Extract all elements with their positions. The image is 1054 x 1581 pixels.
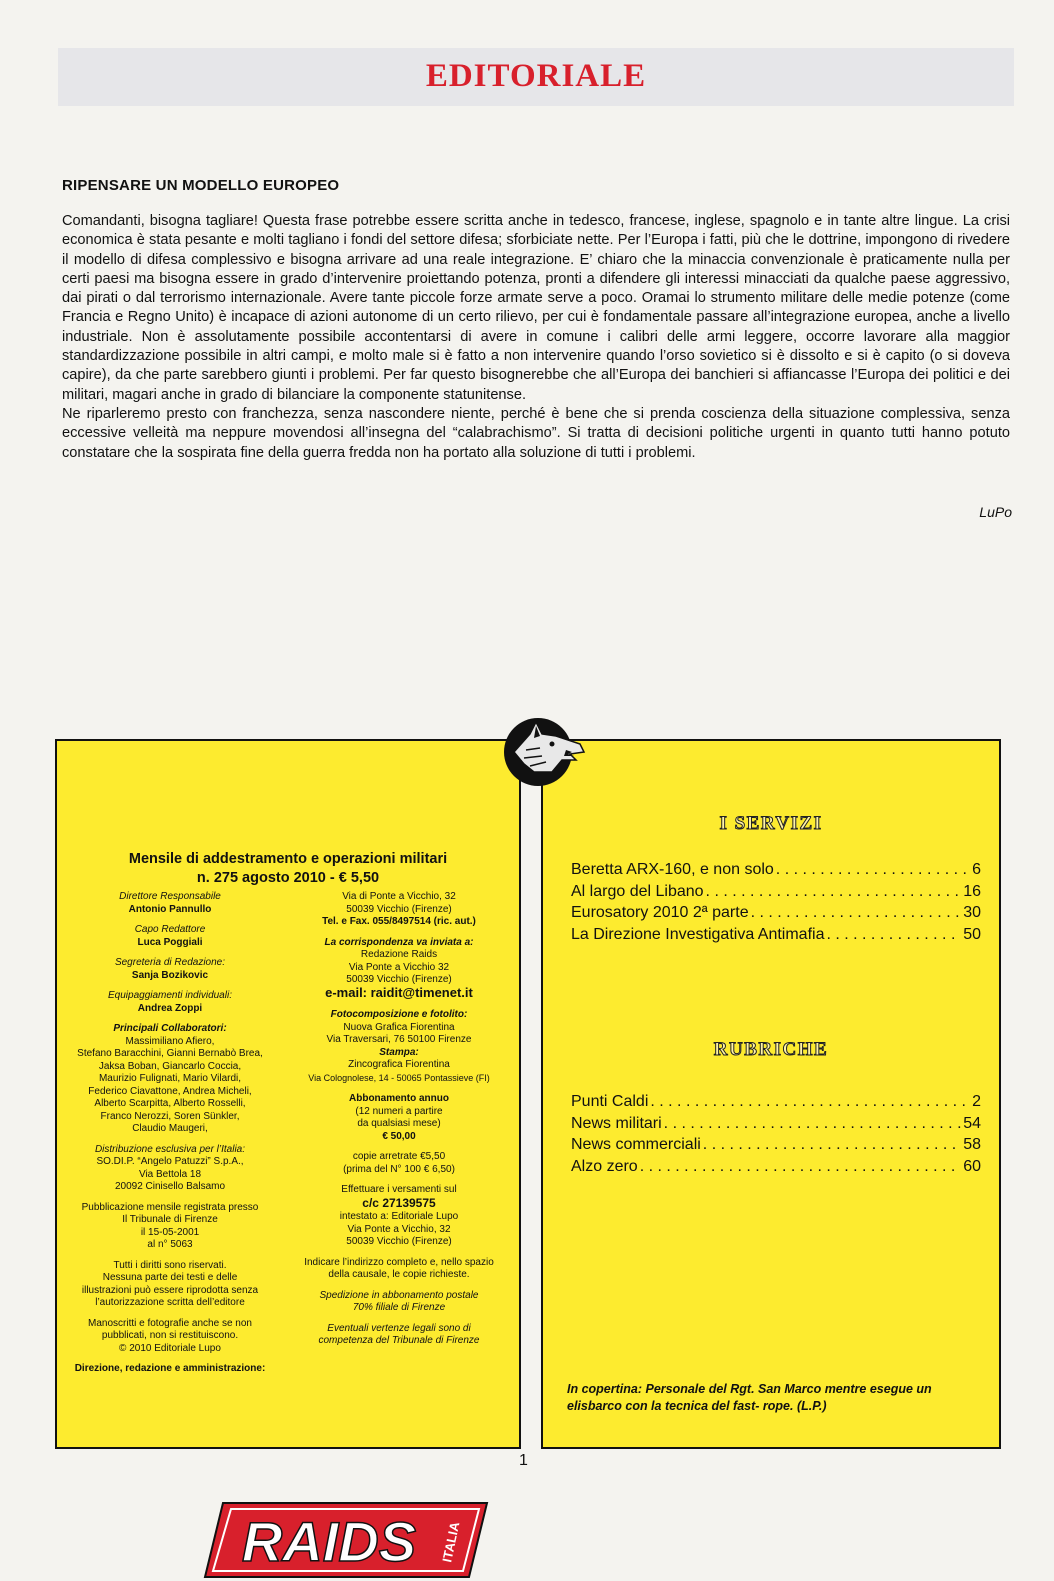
- article-author: LuPo: [979, 504, 1012, 520]
- toc-item[interactable]: La Direzione Investigativa Antimafia . . . 50: [571, 924, 981, 946]
- toc-item[interactable]: Eurosatory 2010 2ª parte . . . 30: [571, 902, 981, 924]
- toc-item[interactable]: Al largo del Libano . . . 16: [571, 881, 981, 903]
- rubriche-list: [571, 1091, 981, 1177]
- article-paragraph: Comandanti, bisogna tagliare! Questa frase potrebbe essere scritta anche in tedesco, francese, inglese, spagnolo e in tante altre lingue. La crisi economica è stata pesante e molti tagliano i fondi del settore difesa; sforbiciate nette. Per l’Europa i fatti, più che le dottrine, impongono di rivedere il modello di difesa complessivo e bisogna arrivare ad una reale integrazione. E’ chiaro che la minaccia convenzionale è praticamente nulla per certi paesi ma bisogna essere in grado d’intervenire proiettando potenza, pronti a difendere gli interessi minacciati da qualche paese aggressivo, dai pirati o dal terrorismo internazionale. Avere tante piccole forze armate serve a poco. Oramai lo strumento militare delle medie potenze (come Francia e Regno Unito) è incapace di azioni autonome di un certo rilievo, per cui è fondamentale passare all’integrazione europea, anche a livello industriale. Non è assolutamente possibile accontentarsi di avere in comune i calibri delle armi leggere, occorre lavorare alla maggior standardizzazione possibile in altri campi, e molto male si è fatto a non intervenire quando l’orso sovietico si è dissolto e si è capito (o si doveva capire), da che parte sarebbero giunti i problemi. Per far questo bisognerebbe che all’Europa dei banchieri si affiancasse l’Europa dei politici e dei militari, magari anche in grado di bilanciare la componente statunitense.: [62, 213, 1010, 403]
- cover-caption: In copertina: Personale del Rgt. San Marco mentre esegue un elisbarco con la tecnica del fast- rope. (L.P.): [567, 1382, 932, 1413]
- page-title: EDITORIALE: [425, 58, 647, 94]
- servizi-list: [571, 859, 981, 945]
- header-band: [58, 48, 1014, 106]
- toc-item[interactable]: News commerciali . . . 58: [571, 1134, 981, 1156]
- email: e-mail: raidit@timenet.it: [325, 984, 473, 1000]
- masthead-right-col: Via di Ponte a Vicchio, 32 50039 Vicchio (Firenze) Tel. e Fax. 055/8497514 (ric. aut.) La corrispondenza va inviata a: Redazione Raids Via Ponte a Vicchio 32 50039 Vicchio (Firenze) e-mail: raidit@timenet.it Fotocomposizione e fotolito: Nuova Grafica Fiorentina Via Traversari, 76 50100 Firenze Stampa: Zincografica Fiorentina Via Colognolese, 14 - 50065 Pontassieve (FI) Abbonamento annuo (12 numeri a partire da qualsiasi mese) € 50,00 copie arretrate €5,50 (prima del N° 100 € 6,50) Effettuare i versamenti sul c/c 27139575 intestato a: Editoriale Lupo Via Ponte a Vicchio, 32 50039 Vicchio (Firenze) Indicare l’indirizzo completo e, nello spazio della causale, le copie richieste. Spedizione in abbonamento postale 70% filiale di Firenze Eventuali vertenze legali sono di competenza del Tribunale di Firenze: [304, 891, 494, 1346]
- servizi-title: I SERVIZI: [719, 813, 823, 834]
- toc-item[interactable]: Beretta ARX-160, e non solo . . . 6: [571, 859, 981, 881]
- wolf-logo-icon: [500, 714, 586, 786]
- toc-item[interactable]: Alzo zero . . . 60: [571, 1156, 981, 1178]
- article-paragraph: Ne riparleremo presto con franchezza, senza nascondere niente, perché è bene che si prenda coscienza della situazione complessiva, senza eccessive velleità ma neppure movendosi all’insegna del “calabrachismo”. Si tratta di decisioni politiche urgenti in quanto tutti hanno potuto constatare che la sospirata fine della guerra fredda non ha portato alla soluzione di tutti i problemi.: [62, 405, 1010, 461]
- masthead-issue: n. 275 agosto 2010 - € 5,50: [196, 870, 380, 886]
- toc-item[interactable]: News militari . . . 54: [571, 1113, 981, 1135]
- page-number: 1: [519, 1452, 528, 1469]
- label: Direttore Responsabile: [119, 891, 221, 902]
- masthead-left-col: Direttore Responsabile Antonio Pannullo Capo Redattore Luca Poggiali Segreteria di Redazione: Sanja Bozikovic Equipaggiamenti individuali: Andrea Zoppi Principali Collaboratori: Massimiliano Afiero, Stefano Baracchini, Gianni Bernabò Brea, Jaksa Boban, Giancarlo Coccia, Maurizio Fulignati, Mario Vilardi, Federico Ciavattone, Andrea Micheli, Alberto Scarpitta, Alberto Rosselli, Franco Nerozzi, Soren Sünkler, Claudio Maugeri, Distribuzione esclusiva per l’Italia: SO.DI.P. “Angelo Patuzzi” S.p.A., Via Bettola 18 20092 Cinisello Balsamo Pubblicazione mensile registrata presso Il Tribunale di Firenze il 15-05-2001 al n° 5063 Tutti i diritti sono riservati. Nessuna parte dei testi e delle illustrazioni può essere riprodotta senza l’autorizzazione scritta dell’editore Manoscritti e fotografie anche se non pubblicati, non si restituiscono. © 2010 Editoriale Lupo Direzione, redazione e amministrazione:: [74, 891, 266, 1374]
- rubriche-title: RUBRICHE: [713, 1039, 829, 1060]
- logo-sub: ITALIA: [439, 1520, 463, 1564]
- article-title: RIPENSARE UN MODELLO EUROPEO: [62, 177, 340, 194]
- raids-logo: [201, 1499, 491, 1581]
- article-body: [62, 212, 1010, 463]
- toc-item[interactable]: Punti Caldi . . . 2: [571, 1091, 981, 1113]
- masthead-box: [55, 739, 521, 1573]
- masthead-subtitle: Mensile di addestramento e operazioni militari: [128, 851, 448, 867]
- logo-text: RAIDS: [241, 1510, 417, 1573]
- contents-box: [541, 739, 1001, 1449]
